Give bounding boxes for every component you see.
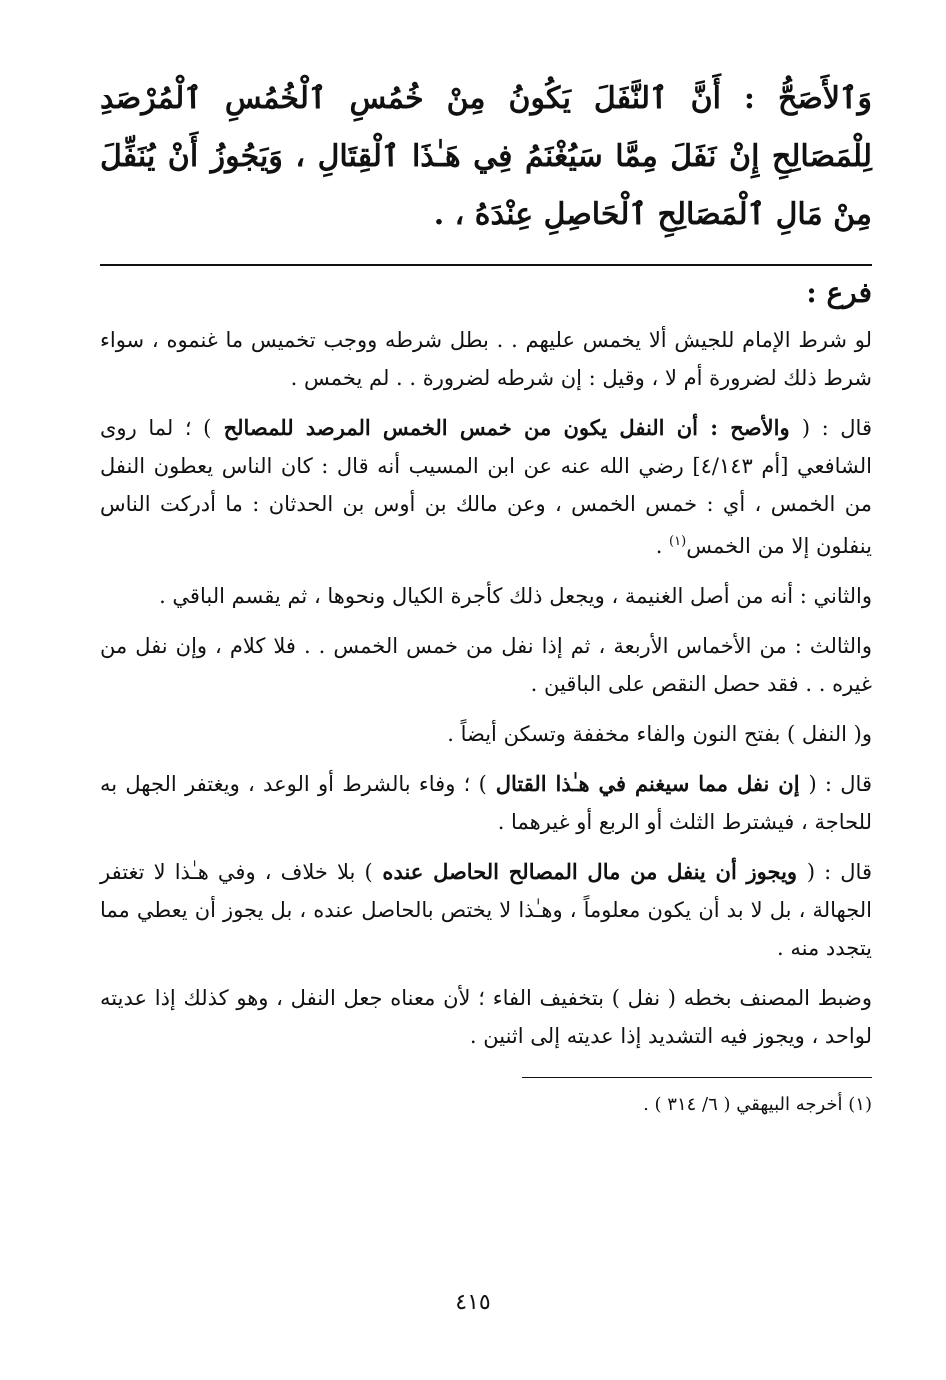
matn-text: وَٱلأَصَحُّ : أَنَّ ٱلنَّفَلَ يَكُونُ مِنْ خُمُسِ ٱلْخُمُسِ ٱلْمُرْصَدِ لِلْمَصَالِحِ إِنْ نَفَلَ مِمَّا سَيُغْنَمُ فِي هَـٰذَا ٱلْقِتَالِ ، وَيَجُوزُ أَنْ يُنَفِّلَ مِنْ مَالِ ٱلْمَصَالِحِ ٱلْحَاصِلِ عِنْدَهُ ، .	[100, 81, 872, 232]
paragraph-2	[100, 409, 872, 565]
paragraph-6-quote: إن نفل مما سيغنم في هـٰذا القتال	[486, 771, 809, 796]
page-number: ٤١٥	[455, 1290, 491, 1315]
paragraph-7	[100, 853, 872, 967]
paragraph-6-body: ) ؛ وفاء بالشرط أو الوعد ، ويغتفر الجهل به للحاجة ، فيشترط الثلث أو الربع أو غيرهما .	[100, 772, 872, 834]
top-divider	[100, 264, 872, 266]
paragraph-8: وضبط المصنف بخطه ( نفل ) بتخفيف الفاء ؛ لأن معناه جعل النفل ، وهو كذلك إذا عديته لواحد ، ويجوز فيه التشديد إذا عديته إلى اثنين .	[100, 986, 872, 1048]
paragraph-4: والثالث : من الأخماس الأربعة ، ثم إذا نفل من خمس الخمس . . فلا كلام ، وإن نفل من غيره . . فقد حصل النقص على الباقين .	[100, 634, 872, 696]
page-body	[100, 70, 872, 1120]
section-heading: فرع :	[806, 276, 872, 309]
paragraph-5: و( النفل ) بفتح النون والفاء مخففة وتسكن أيضاً .	[447, 722, 872, 746]
paragraph-3: والثاني : أنه من أصل الغنيمة ، ويجعل ذلك كأجرة الكيال ونحوها ، ثم يقسم الباقي .	[159, 584, 872, 608]
paragraph-6	[100, 765, 872, 841]
paragraph-2-body: ) ؛ لما روى الشافعي [أم ٤/١٤٣] رضي الله عنه عن ابن المسيب أنه قال : كان الناس يعطون النفل من الخمس ، أي : خمس الخمس ، وعن مالك بن أوس بن الحدثان : ما أدركت الناس ينفلون إلا من الخمس	[100, 416, 873, 558]
footnote: (١) أخرجه البيهقي ( ٦/ ٣١٤ ) .	[643, 1094, 872, 1115]
footnote-divider	[522, 1077, 872, 1078]
paragraph-6-lead: قال : (	[808, 772, 872, 796]
paragraph-2-quote: والأصح : أن النفل يكون من خمس الخمس المرصد للمصالح	[211, 415, 802, 440]
paragraph-2-end: .	[655, 534, 670, 558]
footnote-ref: (١)	[669, 534, 687, 549]
paragraph-1: لو شرط الإمام للجيش ألا يخمس عليهم . . بطل شرطه ووجب تخميس ما غنموه ، سواء شرط ذلك لضرورة أم لا ، وقيل : إن شرطه لضرورة . . لم يخمس .	[100, 328, 872, 390]
paragraph-7-lead: قال : (	[806, 860, 872, 884]
paragraph-2-lead: قال : (	[801, 416, 872, 440]
paragraph-7-body: ) بلا خلاف ، وفي هـٰذا لا تغتفر الجهالة ، بل لا بد أن يكون معلوماً ، وهـٰذا لا يختص بالحاصل عنده ، بل يجوز أن يعطي مما يتجدد منه .	[100, 860, 872, 960]
paragraph-7-quote: ويجوز أن ينفل من مال المصالح الحاصل عنده	[372, 859, 807, 884]
